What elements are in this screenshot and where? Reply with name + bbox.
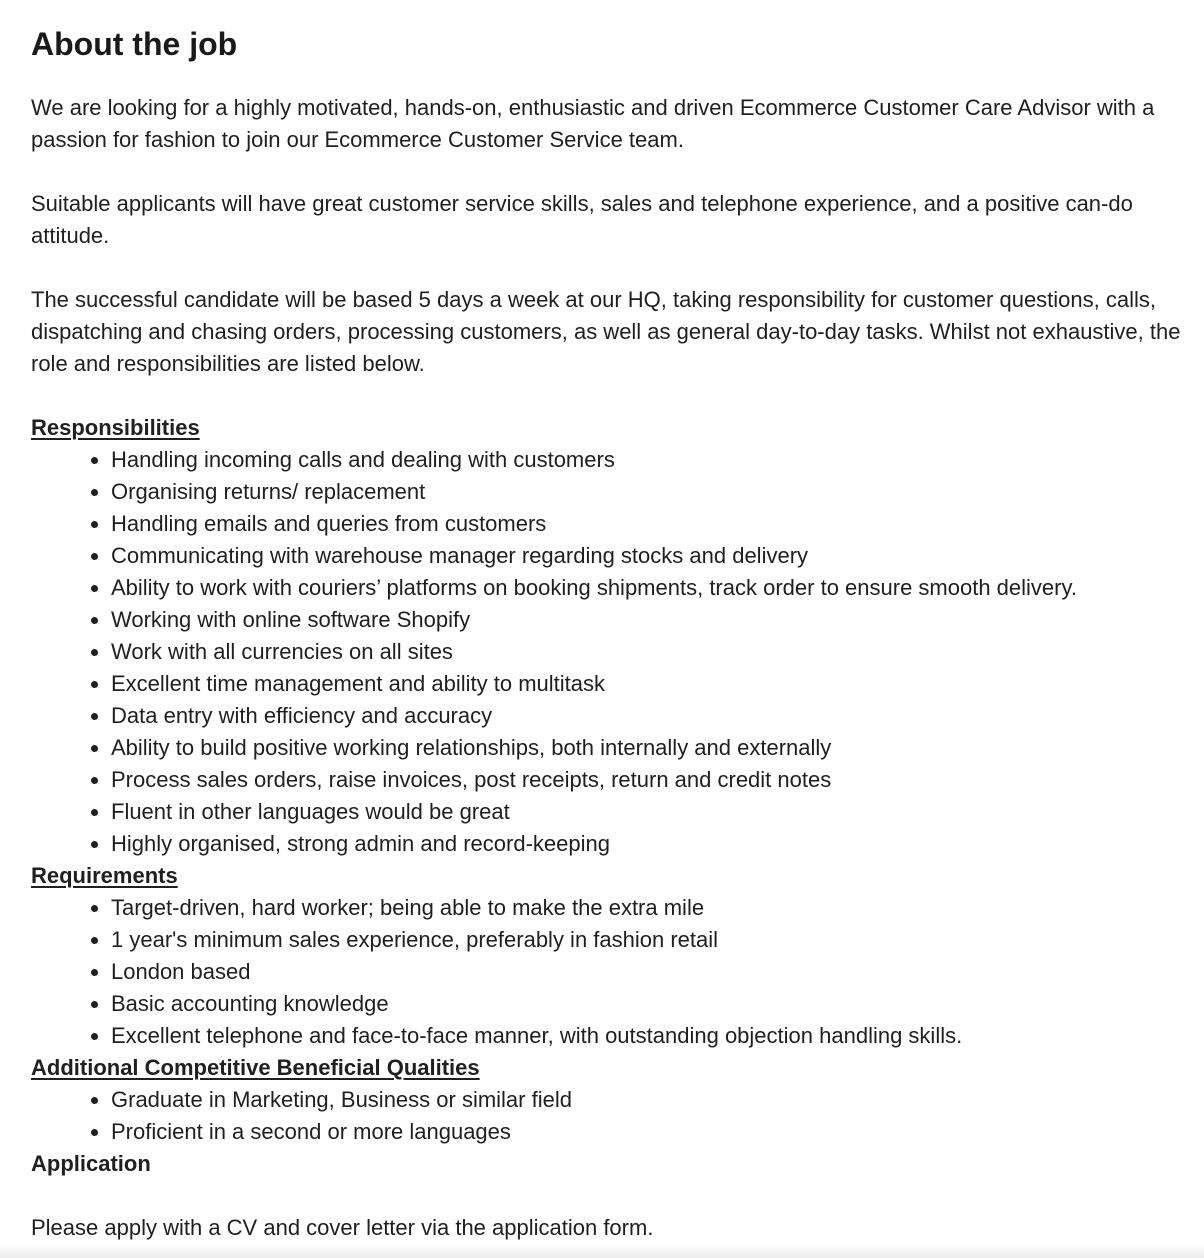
requirements-heading: Requirements bbox=[31, 863, 178, 888]
page-title: About the job bbox=[31, 26, 238, 62]
job-description-panel bbox=[31, 24, 1181, 1244]
list-item: • Proficient in a second or more languages bbox=[111, 1116, 1181, 1148]
list-item: • Excellent time management and ability to multitask bbox=[111, 668, 1181, 700]
qualities-heading: Additional Competitive Beneficial Qualities bbox=[31, 1055, 480, 1080]
application-heading: Application bbox=[31, 1151, 151, 1176]
list-item: • Handling emails and queries from customers bbox=[111, 508, 1181, 540]
paragraph-spacer bbox=[31, 380, 1181, 412]
job-description-body bbox=[31, 92, 1181, 1244]
intro-paragraph: We are looking for a highly motivated, hands-on, enthusiastic and driven Ecommerce Customer Care Advisor with a passion for fashion to join our Ecommerce Customer Service team. bbox=[31, 95, 1155, 152]
intro-paragraph: Suitable applicants will have great customer service skills, sales and telephone experience, and a positive can-do attitude. bbox=[31, 191, 1133, 248]
paragraph-spacer bbox=[31, 156, 1181, 188]
list-item: • Graduate in Marketing, Business or similar field bbox=[111, 1084, 1181, 1116]
list-item: • Excellent telephone and face-to-face manner, with outstanding objection handling skills. bbox=[111, 1020, 1181, 1052]
responsibilities-heading: Responsibilities bbox=[31, 415, 200, 440]
responsibilities-list bbox=[31, 444, 1181, 860]
paragraph-spacer bbox=[31, 1180, 1181, 1212]
list-item: • Process sales orders, raise invoices, post receipts, return and credit notes bbox=[111, 764, 1181, 796]
scroll-edge-shadow bbox=[0, 1244, 1204, 1258]
qualities-list bbox=[31, 1084, 1181, 1148]
list-item: • Target-driven, hard worker; being able to make the extra mile bbox=[111, 892, 1181, 924]
list-item: • Data entry with efficiency and accuracy bbox=[111, 700, 1181, 732]
list-item: • Work with all currencies on all sites bbox=[111, 636, 1181, 668]
requirements-list bbox=[31, 892, 1181, 1052]
list-item: • Handling incoming calls and dealing with customers bbox=[111, 444, 1181, 476]
list-item: • Ability to work with couriers’ platforms on booking shipments, track order to ensure smooth delivery. bbox=[111, 572, 1181, 604]
list-item: • London based bbox=[111, 956, 1181, 988]
list-item: • 1 year's minimum sales experience, preferably in fashion retail bbox=[111, 924, 1181, 956]
intro-paragraph: The successful candidate will be based 5 days a week at our HQ, taking responsibility for customer questions, calls, dispatching and chasing orders, processing customers, as well as general day-to-day tasks. Whilst not exhaustive, the role and responsibilities are listed below. bbox=[31, 287, 1181, 376]
list-item: • Organising returns/ replacement bbox=[111, 476, 1181, 508]
list-item: • Working with online software Shopify bbox=[111, 604, 1181, 636]
list-item: • Ability to build positive working relationships, both internally and externally bbox=[111, 732, 1181, 764]
list-item: • Highly organised, strong admin and record-keeping bbox=[111, 828, 1181, 860]
list-item: • Basic accounting knowledge bbox=[111, 988, 1181, 1020]
list-item: • Communicating with warehouse manager regarding stocks and delivery bbox=[111, 540, 1181, 572]
application-text: Please apply with a CV and cover letter via the application form. bbox=[31, 1215, 654, 1240]
paragraph-spacer bbox=[31, 252, 1181, 284]
list-item: • Fluent in other languages would be great bbox=[111, 796, 1181, 828]
